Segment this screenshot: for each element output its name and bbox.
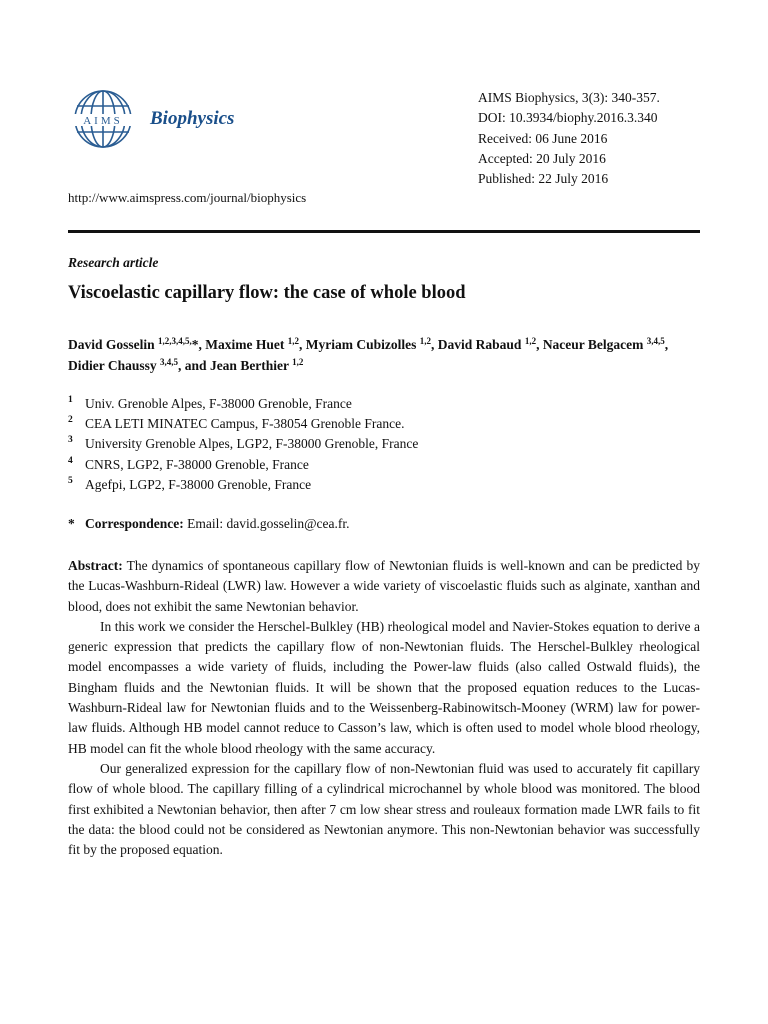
correspondence-label: Correspondence:: [85, 516, 184, 531]
article-title: Viscoelastic capillary flow: the case of whole blood: [68, 283, 466, 303]
author-affiliation-sup: 1,2: [292, 357, 304, 367]
abstract-label: Abstract:: [68, 558, 123, 573]
affiliation-item: [68, 475, 418, 495]
publication-meta: [478, 88, 660, 189]
author-list: [68, 334, 700, 376]
affiliation-text: Agefpi, LGP2, F-38000 Grenoble, France: [85, 476, 312, 492]
affiliation-number: 5: [68, 475, 73, 486]
affiliation-item: [68, 394, 418, 414]
author-separator: ,: [536, 337, 543, 352]
citation: AIMS Biophysics, 3(3): 340-357.: [478, 90, 660, 105]
abstract-paragraph-3: Our generalized expression for the capillary flow of non-Newtonian fluid was used to accurately fit capillary flow of whole blood. The capillary filling of a cylindrical microchannel by whole blood was monitored. The blood first exhibited a Newtonian behavior, then after 7 cm low shear stress and rouleaux formation made LWR fails to fit the data: the blood could not be considered as Newtonian anymore. This non-Newtonian behavior was successfully fit by the proposed equation.: [68, 760, 700, 858]
author-affiliation-sup: 1,2: [524, 336, 537, 346]
author-name: Naceur Belgacem: [542, 337, 644, 352]
affiliation-number: 4: [68, 455, 73, 466]
article-type: Research article: [68, 255, 159, 270]
author-name: Didier Chaussy: [68, 358, 157, 373]
doi[interactable]: DOI: 10.3934/biophy.2016.3.340: [478, 110, 658, 126]
globe-logo-icon: [66, 88, 140, 150]
correspondence-star: *: [68, 516, 75, 531]
author-separator: ,: [299, 337, 306, 352]
affiliation-item: [68, 414, 418, 434]
author-name: David Gosselin: [68, 337, 155, 352]
author-name: Myriam Cubizolles: [305, 337, 417, 352]
affiliation-text: CEA LETI MINATEC Campus, F-38054 Grenoble France.: [85, 416, 405, 432]
correspondence: [68, 516, 350, 532]
author-separator: ,: [198, 337, 206, 352]
published-date: Published: 22 July 2016: [478, 171, 609, 187]
affiliation-number: 3: [68, 435, 73, 446]
accepted-date: Accepted: 20 July 2016: [478, 150, 606, 166]
author-name: David Rabaud: [437, 337, 522, 352]
author-affiliation-sup: 3,4,5: [646, 336, 665, 346]
author-affiliation-sup: 1,2,3,4,5,: [158, 336, 192, 346]
affiliation-item: [68, 434, 418, 454]
abstract-paragraph-2: In this work we consider the Herschel-Bulkley (HB) rheological model and Navier-Stokes equation to derive a generic expression that predicts the capillary flow of non-Newtonian fluids. The Herschel-Bulkley rheological model encompasses a wide variety of fluids, including the Power-law fluids (also called Ostwald fluids), the Bingham fluids and the Newtonian fluids. It will be shown that the proposed equation reduces to the Lucas-Washburn-Rideal law for Newtonian fluids and to the Weissenberg-Rabinowitsch-Mooney (WRM) law for power-law fluids. Although HB model cannot reduce to Casson’s law, which is often used to model whole blood rheology, HB model can fit the whole blood rheology with the same accuracy.: [68, 618, 700, 756]
abstract-paragraph-1: [68, 556, 700, 617]
affiliation-number: 1: [68, 395, 73, 405]
affiliation-text: CNRS, LGP2, F-38000 Grenoble, France: [85, 456, 309, 472]
received-date: Received: 06 June 2016: [478, 130, 608, 146]
author-separator: ,: [431, 337, 438, 352]
affiliation-list: [68, 394, 418, 495]
header-divider: [68, 230, 700, 233]
author-corresponding-mark: *: [191, 337, 199, 352]
author-name: Jean Berthier: [209, 358, 289, 373]
author-separator: , and: [178, 358, 210, 373]
logo-letters: AIMS: [83, 115, 123, 127]
journal-name: Biophysics: [150, 108, 235, 129]
affiliation-text: Univ. Grenoble Alpes, F-38000 Grenoble, France: [85, 396, 352, 411]
affiliation-item: [68, 455, 418, 475]
author-affiliation-sup: 3,4,5: [160, 357, 179, 367]
affiliation-number: 2: [68, 415, 73, 426]
journal-url-link[interactable]: http://www.aimspress.com/journal/biophysics: [68, 190, 307, 205]
abstract-text-1: The dynamics of spontaneous capillary flow of Newtonian fluids is well-known and can be predicted by the Lucas-Washburn-Rideal (LWR) law. However a wide variety of viscoelastic fluids such as alginate, xanthan and blood, does not exhibit the same Newtonian behavior.: [68, 558, 700, 614]
affiliation-text: University Grenoble Alpes, LGP2, F-38000 Grenoble, France: [85, 436, 419, 452]
abstract: [68, 556, 700, 860]
author-affiliation-sup: 1,2: [287, 336, 300, 346]
author-name: Maxime Huet: [205, 337, 285, 352]
author-separator: ,: [664, 337, 669, 352]
author-affiliation-sup: 1,2: [419, 336, 432, 346]
correspondence-email[interactable]: Email: david.gosselin@cea.fr.: [183, 516, 350, 531]
